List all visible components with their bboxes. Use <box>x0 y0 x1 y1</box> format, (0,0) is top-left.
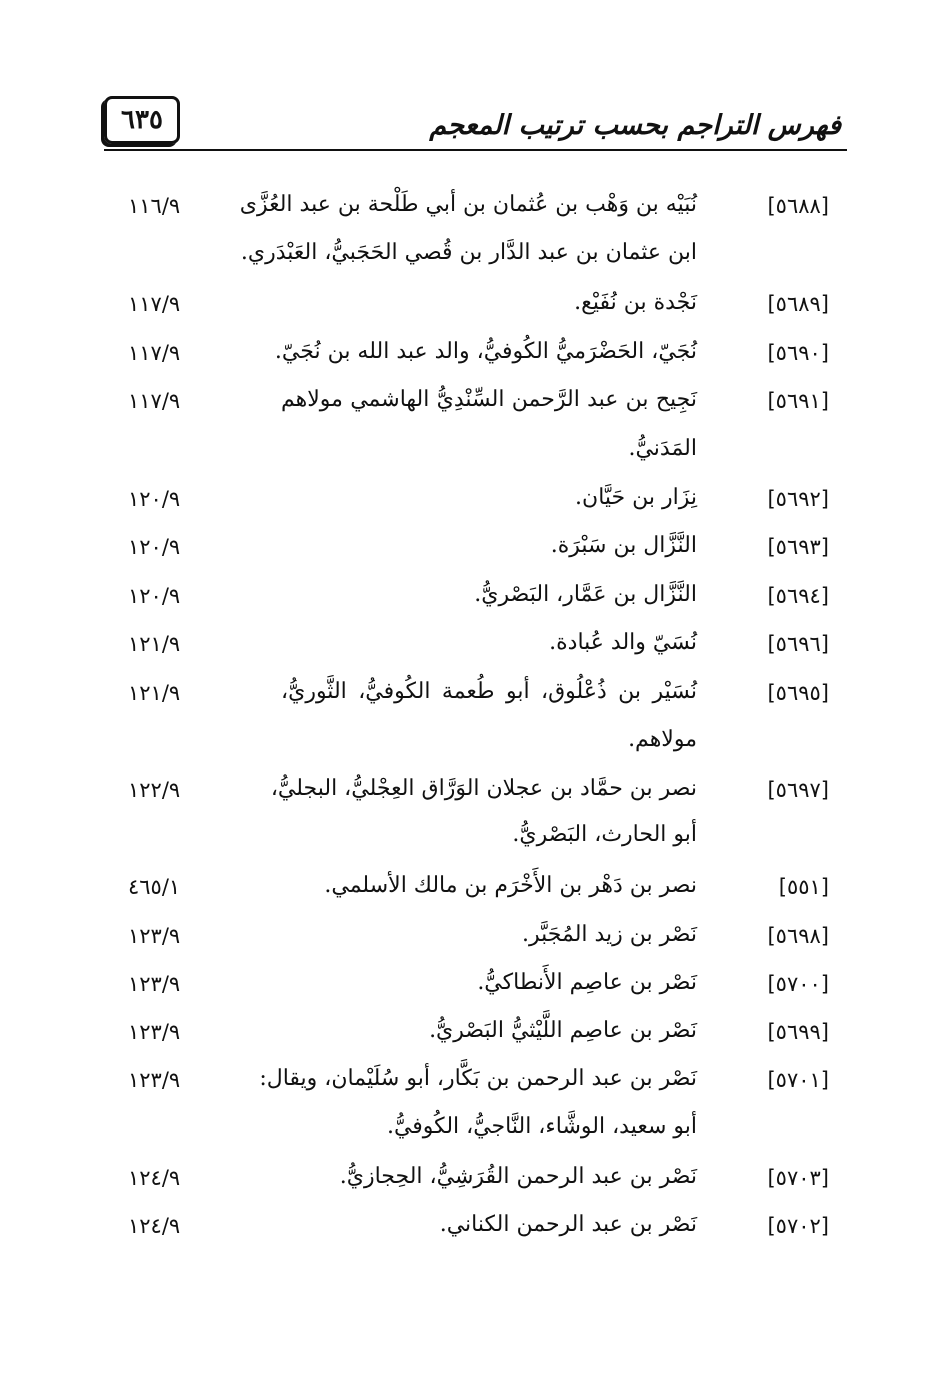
index-entry <box>0 1014 941 1054</box>
entry-name: نصر بن حمَّاد بن عجلان الوَرَّاق العِجْليُّ، البجليُّ، <box>270 776 697 801</box>
entry-name: نُسَيّ والد عُبادة. <box>549 630 697 655</box>
entry-name-continuation: مولاهم. <box>628 727 697 752</box>
entry-name: نَصْر بن عبد الرحمن الكناني. <box>439 1212 697 1237</box>
index-entry <box>0 578 941 618</box>
index-entry <box>0 966 941 1006</box>
entry-reference: ١١٧/٩ <box>128 389 181 413</box>
entry-number: [٥٧٠٣] <box>767 1166 829 1190</box>
index-entry <box>0 1160 941 1200</box>
page-number: ٦٣٥ <box>121 105 163 135</box>
entry-name-continuation: أبو سعيد، الوشَّاء، النَّاجيُّ، الكُوفيُّ. <box>386 1114 697 1139</box>
entry-reference: ١١٧/٩ <box>128 341 181 365</box>
entry-reference: ١٢٣/٩ <box>128 1020 181 1044</box>
entry-number: [٥٧٠١] <box>767 1068 829 1092</box>
entry-reference: ١٢٠/٩ <box>128 487 181 511</box>
entry-name-continuation: أبو الحارث، البَصْريُّ. <box>512 822 697 847</box>
entry-number: [٥٦٩٢] <box>767 487 829 511</box>
index-entry <box>0 869 941 909</box>
entry-name: نَصْر بن عاصِم اللَّيْثيُّ البَصْريُّ. <box>429 1018 697 1043</box>
entry-reference: ١٢٣/٩ <box>128 1068 181 1092</box>
entry-reference: ١٢٣/٩ <box>128 924 181 948</box>
index-entry <box>0 335 941 375</box>
header-divider <box>104 149 847 151</box>
entry-reference: ١٢١/٩ <box>128 632 181 656</box>
index-entry <box>0 772 941 812</box>
index-entry <box>0 626 941 666</box>
entry-reference: ١٢٤/٩ <box>128 1166 181 1190</box>
entry-name: نُجَيّ، الحَضْرَميُّ الكُوفيُّ، والد عبد الله بن نُجَيّ. <box>274 339 697 364</box>
entry-number: [٥٦٩٩] <box>767 1020 829 1044</box>
entry-number: [٥٧٠٠] <box>767 972 829 996</box>
entry-number: [٥٦٩٦] <box>767 632 829 656</box>
page-number-box <box>104 96 180 144</box>
entry-name: النَّزَّال بن سَبْرَة. <box>550 533 697 558</box>
entry-name: نَجْدة بن نُفَيْع. <box>574 290 697 315</box>
index-entry <box>0 1062 941 1102</box>
entry-number: [٥٦٩٥] <box>767 681 829 705</box>
entry-name: نَصْر بن عاصِم الأَنطاكيُّ. <box>477 970 697 995</box>
entry-number: [٥٦٩٧] <box>767 778 829 802</box>
index-entry <box>0 286 941 326</box>
entry-name: نصر بن دَهْر بن الأَخْرَم بن مالك الأسلمي. <box>324 873 697 898</box>
entry-number: [٥٦٨٨] <box>767 194 829 218</box>
index-entry <box>0 1208 941 1248</box>
entry-reference: ١١٧/٩ <box>128 292 181 316</box>
entry-reference: ١٢٢/٩ <box>128 778 181 802</box>
entry-reference: ٤٦٥/١ <box>128 875 181 899</box>
index-entry <box>0 481 941 521</box>
entry-reference: ١٢١/٩ <box>128 681 181 705</box>
entry-name: نُسَيْر بن ذُعْلُوق، أبو طُعمة الكُوفيُّ، الثَّوريُّ، <box>281 679 697 704</box>
entry-number: [٥٥١] <box>778 875 829 899</box>
index-entry <box>0 529 941 569</box>
entry-name-continuation: المَدَنيُّ. <box>628 436 697 461</box>
entry-reference: ١٢٣/٩ <box>128 972 181 996</box>
entry-name: نَصْر بن زيد المُجَبَّر. <box>522 922 697 947</box>
entry-reference: ١١٦/٩ <box>128 194 181 218</box>
index-entry <box>0 188 941 228</box>
index-entry <box>0 383 941 423</box>
index-entry <box>0 918 941 958</box>
entry-name: نِزَار بن حَيَّان. <box>575 485 697 510</box>
entry-name: نُبَيْه بن وَهْب بن عُثمان بن أبي طَلْحة بن عبد العُزَّى <box>239 192 697 217</box>
entry-number: [٥٦٨٩] <box>767 292 829 316</box>
entry-name: نَصْر بن عبد الرحمن بن بَكَّار، أبو سُلَيْمان، ويقال: <box>259 1066 697 1091</box>
entry-name: النَّزَّال بن عَمَّار، البَصْريُّ. <box>474 582 697 607</box>
entry-number: [٥٦٩٠] <box>767 341 829 365</box>
entry-number: [٥٦٩٣] <box>767 535 829 559</box>
entry-number: [٥٦٩٤] <box>767 584 829 608</box>
entry-name-continuation: ابن عثمان بن عبد الدَّار بن قُصي الحَجَبيُّ، العَبْدَري. <box>240 240 697 265</box>
entry-number: [٥٦٩٨] <box>767 924 829 948</box>
page-title: فهرس التراجم بحسب ترتيب المعجم <box>429 110 841 141</box>
entry-reference: ١٢٤/٩ <box>128 1214 181 1238</box>
index-entry <box>0 675 941 715</box>
entry-number: [٥٦٩١] <box>767 389 829 413</box>
entry-number: [٥٧٠٢] <box>767 1214 829 1238</box>
entry-name: نَجِيح بن عبد الرَّحمن السِّنْدِيُّ الهاشمي مولاهم <box>281 387 697 412</box>
entry-reference: ١٢٠/٩ <box>128 584 181 608</box>
entry-reference: ١٢٠/٩ <box>128 535 181 559</box>
entry-name: نَصْر بن عبد الرحمن القُرَشِيُّ، الحِجازيُّ. <box>339 1164 697 1189</box>
